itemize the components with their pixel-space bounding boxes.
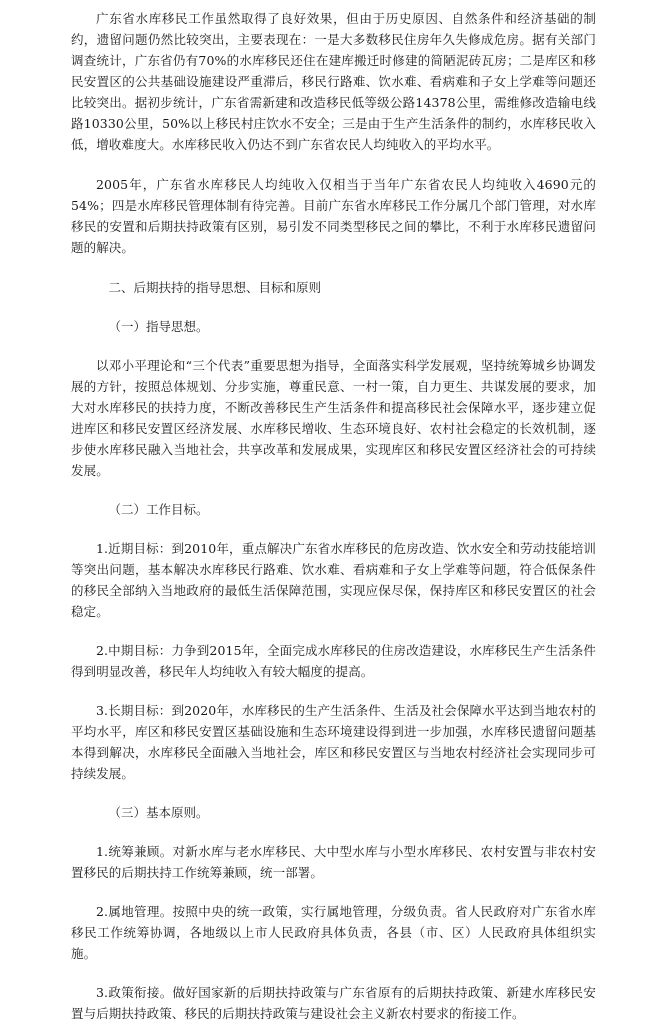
paragraph-principle-policy-linkage: 3.政策衔接。做好国家新的后期扶持政策与广东省原有的后期扶持政策、新建水库移民安置与后期扶持政策、移民的后期扶持政策与建设社会主义新农村要求的衔接工作。 (71, 985, 596, 1021)
spacer (71, 883, 596, 901)
paragraph-principle-local-management: 2.属地管理。按照中央的统一政策，实行属地管理，分级负责。省人民政府对广东省水库移民工作统筹协调，各地级以上市人民政府具体负责，各县（市、区）人民政府具体组织实施。 (71, 904, 596, 961)
paragraph-short-term-goal: 1.近期目标：到2010年，重点解决广东省水库移民的危房改造、饮水安全和劳动技能培训等突出问题，基本解决水库移民行路难、饮水难、看病难和子女上学难等问题，符合低保条件的移民全部纳入当地政府的最低生活保障范围，实现应保尽保，保持库区和移民安置区的社会稳定。 (71, 541, 596, 619)
spacer (71, 481, 596, 499)
paragraph-principle-overall-planning: 1.统筹兼顾。对新水库与老水库移民、大中型水库与小型水库移民、农村安置与非农村安置移民的后期扶持工作统筹兼顾，统一部署。 (71, 844, 596, 880)
spacer (71, 823, 596, 841)
spacer (71, 520, 596, 538)
spacer (71, 155, 596, 174)
subheading-guiding-thought: （一）指导思想。 (108, 319, 209, 334)
paragraph-legacy-problems: 广东省水库移民工作虽然取得了良好效果，但由于历史原因、自然条件和经济基础的制约，遗留问题仍然比较突出，主要表现在：一是大多数移民住房年久失修成危房。据有关部门调查统计，广东省仍有70%的水库移民还住在建库搬迁时修建的简陋泥砖瓦房；二是库区和移民安置区的公共基础设施建设严重滞后，移民行路难、饮水难、看病难和子女上学难等问题还比较突出。据初步统计，广东省需新建和改造移民低等级公路14378公里，需维修改造输电线路10330公里，50%以上移民村庄饮水不安全；三是由于生产生活条件的制约，水库移民收入低，增收难度大。水库移民收入仍达不到广东省农民人均纯收入的平均水平。 (71, 11, 596, 152)
spacer (71, 622, 596, 640)
spacer (71, 784, 596, 802)
paragraph-mid-term-goal: 2.中期目标：力争到2015年，全面完成水库移民的住房改造建设，水库移民生产生活条件得到明显改善，移民年人均纯收入有较大幅度的提高。 (71, 643, 596, 679)
document-page (71, 8, 596, 1024)
spacer (71, 298, 596, 316)
paragraph-long-term-goal: 3.长期目标：到2020年，水库移民的生产生活条件、生活及社会保障水平达到当地农村的平均水平，库区和移民安置区基础设施和生态环境建设得到进一步加强，水库移民遗留问题基本得到解决，水库移民全面融入当地社会，库区和移民安置区与当地农村经济社会实现同步可持续发展。 (71, 703, 596, 781)
paragraph-guiding-thought: 以邓小平理论和“三个代表”重要思想为指导，全面落实科学发展观，坚持统筹城乡协调发展的方针，按照总体规划、分步实施，尊重民意、一村一策，自力更生、共谋发展的要求，加大对水库移民的扶持力度，不断改善移民生产生活条件和提高移民社会保障水平，逐步建立促进库区和移民安置区经济发展、水库移民增收、生态环境良好、农村社会稳定的长效机制，逐步使水库移民融入当地社会，共享改革和发展成果，实现库区和移民安置区经济社会的可持续发展。 (71, 358, 596, 478)
subheading-work-goals: （二）工作目标。 (108, 502, 209, 517)
section-heading-2: 二、后期扶持的指导思想、目标和原则 (108, 280, 322, 295)
spacer (71, 964, 596, 982)
spacer (71, 337, 596, 355)
paragraph-income-2005: 2005年，广东省水库移民人均纯收入仅相当于当年广东省农民人均纯收入4690元的54%；四是水库移民管理体制有待完善。目前广东省水库移民工作分属几个部门管理，对水库移民的安置和后期扶持政策有区别，易引发不同类型移民之间的攀比，不利于水库移民遗留问题的解决。 (71, 177, 596, 255)
spacer (71, 682, 596, 700)
subheading-basic-principles: （三）基本原则。 (108, 805, 209, 820)
spacer (71, 258, 596, 277)
